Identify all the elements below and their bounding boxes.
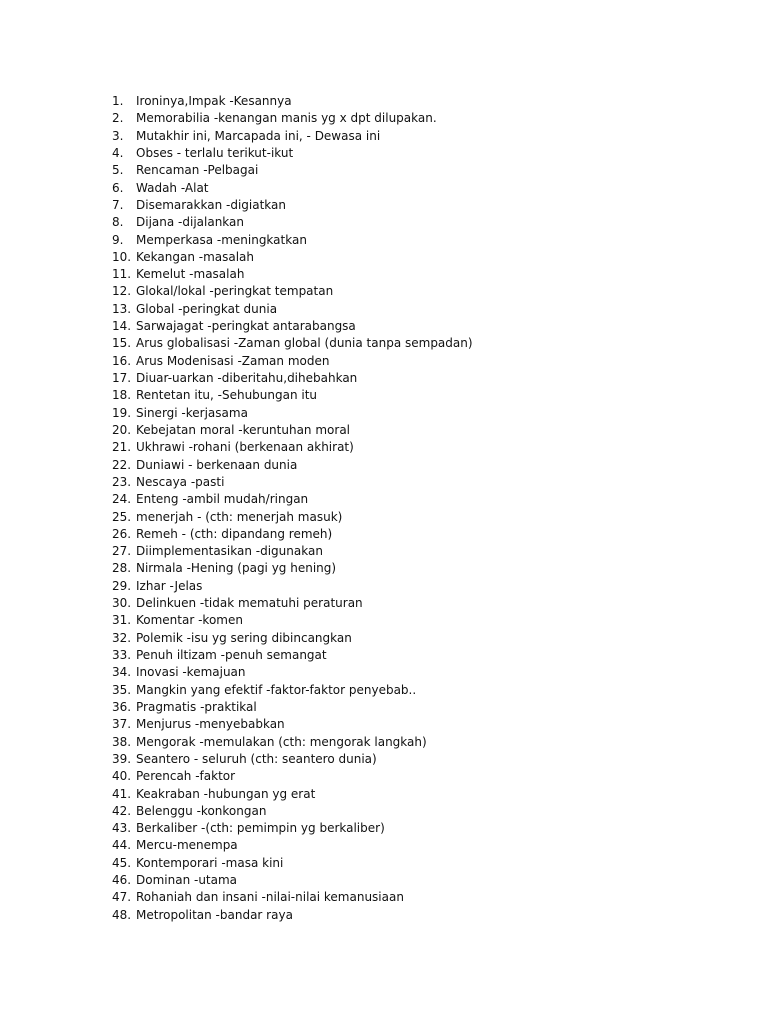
list-item-text: Perencah -faktor	[136, 769, 236, 784]
list-item-number: 7.	[112, 197, 124, 212]
list-item-number: 18.	[112, 388, 132, 403]
list-item-number: 43.	[112, 821, 132, 836]
list-item-text: Inovasi -kemajuan	[136, 665, 246, 680]
list-item-text: Belenggu -konkongan	[136, 803, 267, 818]
list-item-text: Kebejatan moral -keruntuhan moral	[136, 422, 351, 437]
list-item-number: 34.	[112, 665, 132, 680]
list-item	[112, 180, 473, 197]
list-item	[112, 699, 473, 716]
list-item	[112, 197, 473, 214]
list-item-text: Dijana -dijalankan	[136, 215, 244, 230]
list-item-text: Nirmala -Hening (pagi yg hening)	[136, 561, 337, 576]
list-item	[112, 595, 473, 612]
list-item-number: 36.	[112, 699, 132, 714]
list-item	[112, 335, 473, 352]
list-item-text: Wadah -Alat	[136, 180, 209, 195]
list-item-text: Global -peringkat dunia	[136, 301, 278, 316]
list-item-text: Menjurus -menyebabkan	[136, 717, 285, 732]
list-item-text: Diimplementasikan -digunakan	[136, 544, 323, 559]
list-item-number: 17.	[112, 371, 132, 385]
list-item-number: 46.	[112, 873, 132, 888]
list-item	[112, 907, 473, 924]
vocabulary-list	[112, 93, 473, 924]
list-item	[112, 664, 473, 681]
list-item	[112, 872, 473, 889]
list-item-number: 35.	[112, 682, 132, 697]
list-item-number: 40.	[112, 769, 132, 784]
list-item	[112, 249, 473, 266]
list-item-number: 2.	[112, 111, 124, 126]
list-item-number: 19.	[112, 405, 132, 420]
list-item-number: 27.	[112, 544, 132, 559]
list-item	[112, 820, 473, 837]
list-item	[112, 509, 473, 526]
list-item-number: 20.	[112, 422, 132, 437]
list-item-text: Arus Modenisasi -Zaman moden	[136, 353, 330, 368]
list-item-number: 26.	[112, 526, 132, 541]
list-item-text: Disemarakkan -digiatkan	[136, 197, 286, 212]
list-item	[112, 474, 473, 491]
list-item	[112, 283, 473, 300]
list-item-text: Pragmatis -praktikal	[136, 699, 257, 714]
list-item-text: Dominan -utama	[136, 873, 238, 888]
list-item-text: Mengorak -memulakan (cth: mengorak langkah)	[136, 734, 427, 749]
list-item-number: 25.	[112, 509, 132, 524]
list-item-text: Remeh - (cth: dipandang remeh)	[136, 526, 333, 541]
list-item-number: 22.	[112, 457, 132, 472]
list-item-text: Rencaman -Pelbagai	[136, 163, 259, 178]
list-item-number: 28.	[112, 561, 132, 576]
list-item	[112, 682, 473, 699]
list-item-text: Mutakhir ini, Marcapada ini, - Dewasa ini	[136, 128, 381, 143]
list-item-number: 48.	[112, 907, 132, 922]
list-item	[112, 93, 473, 110]
list-item-number: 30.	[112, 596, 132, 611]
list-item	[112, 786, 473, 803]
list-item-number: 32.	[112, 630, 132, 645]
list-item	[112, 266, 473, 283]
list-item-number: 24.	[112, 492, 132, 507]
list-item-text: Memperkasa -meningkatkan	[136, 232, 307, 247]
list-item-number: 42.	[112, 803, 132, 818]
list-item-text: Arus globalisasi -Zaman global (dunia tanpa sempadan)	[136, 336, 473, 351]
list-item-number: 33.	[112, 648, 132, 662]
list-item-number: 6.	[112, 180, 124, 195]
list-item-number: 21.	[112, 440, 132, 455]
list-item	[112, 370, 473, 387]
list-item	[112, 578, 473, 595]
list-item-number: 15.	[112, 336, 132, 351]
list-item-number: 41.	[112, 786, 132, 801]
list-item	[112, 353, 473, 370]
list-item-text: Diuar-uarkan -diberitahu,dihebahkan	[136, 371, 358, 385]
list-item	[112, 145, 473, 162]
list-item-text: Kontemporari -masa kini	[136, 855, 284, 870]
list-item-number: 38.	[112, 734, 132, 749]
list-item-number: 39.	[112, 751, 132, 766]
list-item	[112, 301, 473, 318]
list-item-number: 4.	[112, 145, 124, 160]
list-item	[112, 457, 473, 474]
list-item	[112, 232, 473, 249]
list-item-text: Polemik -isu yg sering dibincangkan	[136, 630, 352, 645]
list-item-text: Mercu-menempa	[136, 838, 238, 853]
list-item-text: Nescaya -pasti	[136, 474, 225, 489]
list-item	[112, 491, 473, 508]
list-item-number: 11.	[112, 267, 132, 282]
list-item-text: Keakraban -hubungan yg erat	[136, 786, 316, 801]
list-item	[112, 889, 473, 906]
list-item-number: 29.	[112, 578, 132, 593]
list-item	[112, 162, 473, 179]
list-item	[112, 612, 473, 629]
list-item	[112, 387, 473, 404]
list-item-number: 47.	[112, 890, 132, 905]
list-item	[112, 422, 473, 439]
list-item-text: Enteng -ambil mudah/ringan	[136, 492, 309, 507]
list-item-text: Mangkin yang efektif -faktor-faktor penyebab..	[136, 682, 417, 697]
list-item-text: Izhar -Jelas	[136, 578, 203, 593]
list-item	[112, 751, 473, 768]
list-item-text: Komentar -komen	[136, 613, 243, 628]
list-item-text: Obses - terlalu terikut-ikut	[136, 145, 294, 160]
list-item-text: Rentetan itu, -Sehubungan itu	[136, 388, 318, 403]
list-item	[112, 716, 473, 733]
list-item-text: Kemelut -masalah	[136, 267, 245, 282]
list-item	[112, 526, 473, 543]
list-item	[112, 855, 473, 872]
list-item-number: 1.	[112, 94, 124, 108]
list-item-text: menerjah - (cth: menerjah masuk)	[136, 509, 343, 524]
list-item-number: 13.	[112, 301, 132, 316]
list-item-number: 10.	[112, 249, 132, 264]
list-item-number: 12.	[112, 284, 132, 299]
list-item	[112, 734, 473, 751]
list-item-text: Memorabilia -kenangan manis yg x dpt dilupakan.	[136, 111, 437, 126]
list-item-number: 14.	[112, 319, 132, 334]
list-item-text: Sarwajagat -peringkat antarabangsa	[136, 319, 356, 334]
list-item	[112, 560, 473, 577]
list-item-text: Delinkuen -tidak mematuhi peraturan	[136, 596, 363, 611]
list-item	[112, 405, 473, 422]
list-item-number: 16.	[112, 353, 132, 368]
list-item-number: 44.	[112, 838, 132, 853]
list-item-number: 23.	[112, 474, 132, 489]
list-item-number: 45.	[112, 855, 132, 870]
list-item	[112, 768, 473, 785]
list-item	[112, 803, 473, 820]
list-item	[112, 128, 473, 145]
list-item-text: Rohaniah dan insani -nilai-nilai kemanusiaan	[136, 890, 404, 905]
list-item-number: 5.	[112, 163, 124, 178]
list-item	[112, 837, 473, 854]
list-item-number: 9.	[112, 232, 124, 247]
list-item-text: Metropolitan -bandar raya	[136, 907, 293, 922]
list-item	[112, 214, 473, 231]
list-item-text: Seantero - seluruh (cth: seantero dunia)	[136, 751, 377, 766]
list-item-text: Duniawi - berkenaan dunia	[136, 457, 298, 472]
list-item-text: Kekangan -masalah	[136, 249, 255, 264]
list-item	[112, 110, 473, 127]
list-item-text: Sinergi -kerjasama	[136, 405, 248, 420]
list-item-number: 8.	[112, 215, 124, 230]
list-item-number: 3.	[112, 128, 124, 143]
list-item-number: 37.	[112, 717, 132, 732]
list-item-text: Ironinya,Impak -Kesannya	[136, 94, 292, 108]
list-item	[112, 647, 473, 664]
list-item-text: Ukhrawi -rohani (berkenaan akhirat)	[136, 440, 354, 455]
list-item-number: 31.	[112, 613, 132, 628]
list-item-text: Penuh iltizam -penuh semangat	[136, 648, 327, 662]
list-item-text: Glokal/lokal -peringkat tempatan	[136, 284, 334, 299]
list-item-text: Berkaliber -(cth: pemimpin yg berkaliber)	[136, 821, 385, 836]
list-item	[112, 630, 473, 647]
list-item	[112, 439, 473, 456]
list-item	[112, 543, 473, 560]
list-item	[112, 318, 473, 335]
